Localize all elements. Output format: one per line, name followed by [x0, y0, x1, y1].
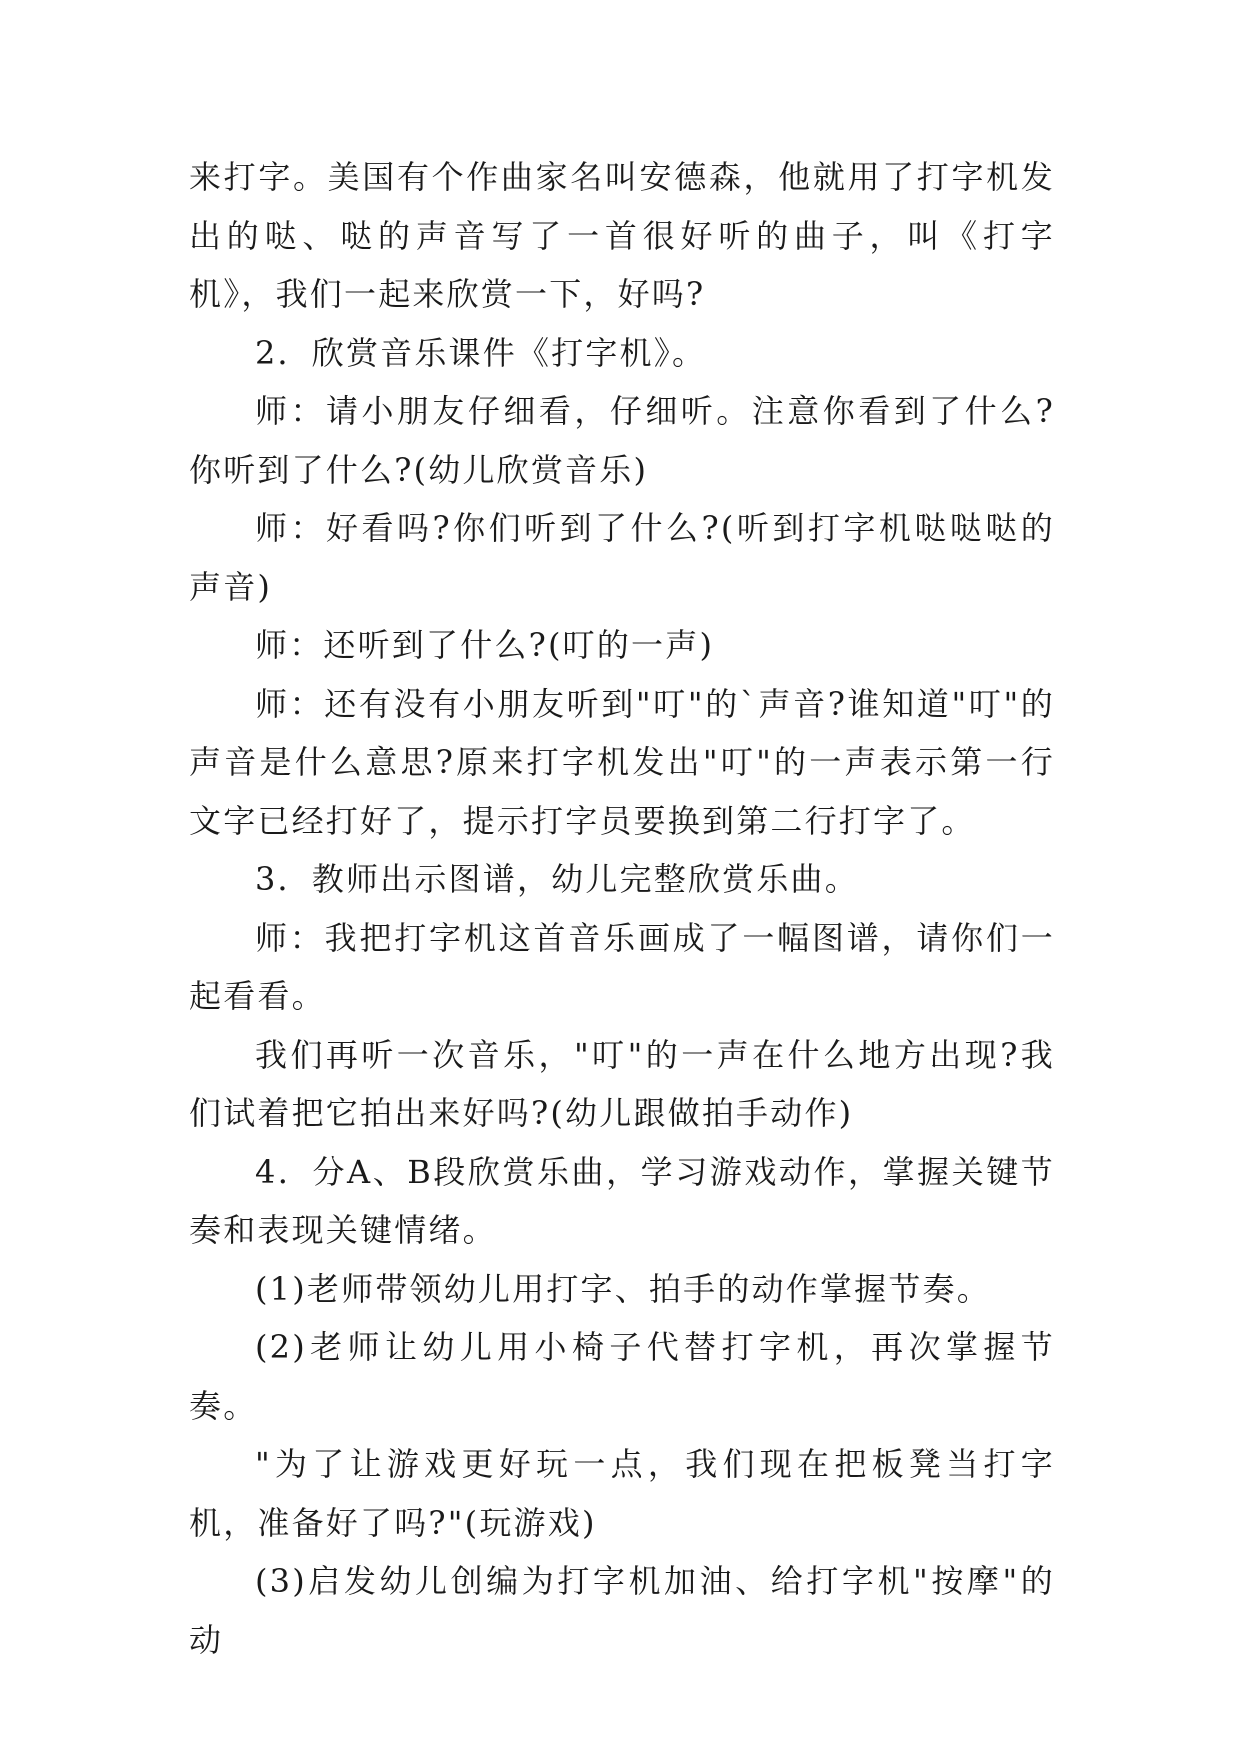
paragraph: "为了让游戏更好玩一点，我们现在把板凳当打字机，准备好了吗?"(玩游戏) — [189, 1445, 1055, 1542]
paragraph: (1)老师带领幼儿用打字、拍手的动作掌握节奏。 — [255, 1269, 991, 1308]
paragraph: (2)老师让幼儿用小椅子代替打字机，再次掌握节奏。 — [189, 1328, 1055, 1425]
paragraph: 师：还有没有小朋友听到"叮"的`声音?谁知道"叮"的声音是什么意思?原来打字机发出"叮"的一声表示第一行文字已经打好了，提示打字员要换到第二行打字了。 — [189, 684, 1055, 840]
body-text — [189, 148, 1055, 1669]
paragraph: 师：好看吗?你们听到了什么?(听到打字机哒哒哒的声音) — [189, 509, 1055, 606]
paragraph: 师：请小朋友仔细看，仔细听。注意你看到了什么?你听到了什么?(幼儿欣赏音乐) — [189, 392, 1055, 489]
paragraph: 来打字。美国有个作曲家名叫安德森，他就用了打字机发出的哒、哒的声音写了一首很好听的曲子，叫《打字机》，我们一起来欣赏一下，好吗? — [189, 158, 1055, 313]
paragraph: 4．分A、B段欣赏乐曲，学习游戏动作，掌握关键节奏和表现关键情绪。 — [189, 1152, 1055, 1249]
paragraph: 师：我把打字机这首音乐画成了一幅图谱，请你们一起看看。 — [189, 918, 1055, 1015]
paragraph: 3．教师出示图谱，幼儿完整欣赏乐曲。 — [255, 860, 859, 898]
paragraph: 我们再听一次音乐，"叮"的一声在什么地方出现?我们试着把它拍出来好吗?(幼儿跟做拍手动作) — [189, 1035, 1055, 1132]
paragraph: 2．欣赏音乐课件《打字机》。 — [255, 333, 707, 372]
paragraph: 师：还听到了什么?(叮的一声) — [255, 626, 715, 664]
paragraph: (3)启发幼儿创编为打字机加油、给打字机"按摩"的动 — [189, 1562, 1055, 1659]
